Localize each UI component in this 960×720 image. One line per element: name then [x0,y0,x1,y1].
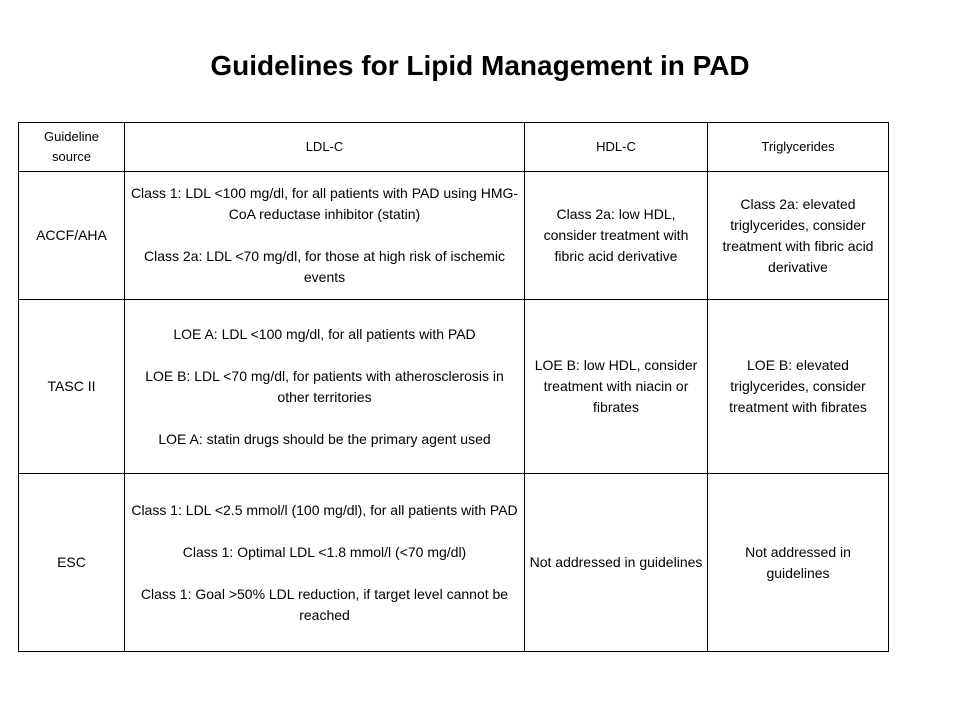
hdl-cell: Class 2a: low HDL, consider treatment with fibric acid derivative [525,172,708,300]
table-row [19,474,889,652]
ldl-recommendation: LOE A: LDL <100 mg/dl, for all patients with PAD [173,325,476,342]
source-cell: ESC [19,474,125,652]
ldl-cell [125,300,525,474]
header-hdl-c: HDL-C [525,123,708,172]
table-row [19,300,889,474]
ldl-recommendation: Class 2a: LDL <70 mg/dl, for those at high risk of ischemic events [144,248,505,285]
header-ldl-c: LDL-C [125,123,525,172]
page-title: Guidelines for Lipid Management in PAD [210,50,750,81]
hdl-cell: LOE B: low HDL, consider treatment with niacin or fibrates [525,300,708,474]
table-row [19,172,889,300]
ldl-cell [125,172,525,300]
hdl-cell: Not addressed in guidelines [525,474,708,652]
triglycerides-cell: Class 2a: elevated triglycerides, consider treatment with fibric acid derivative [708,172,889,300]
ldl-recommendation: Class 1: LDL <100 mg/dl, for all patients with PAD using HMG-CoA reductase inhibitor (statin) [130,185,519,222]
ldl-recommendation: Class 1: LDL <2.5 mmol/l (100 mg/dl), for all patients with PAD [131,501,518,518]
header-triglycerides: Triglycerides [708,123,889,172]
triglycerides-cell: Not addressed in guidelines [708,474,889,652]
triglycerides-cell: LOE B: elevated triglycerides, consider treatment with fibrates [708,300,889,474]
guidelines-table [18,122,889,652]
ldl-recommendation: LOE A: statin drugs should be the primary agent used [158,430,491,447]
table-header-row [19,123,889,172]
source-cell: ACCF/AHA [19,172,125,300]
source-cell: TASC II [19,300,125,474]
ldl-cell [125,474,525,652]
ldl-recommendation: Class 1: Goal >50% LDL reduction, if target level cannot be reached [140,585,509,623]
ldl-recommendation: LOE B: LDL <70 mg/dl, for patients with atherosclerosis in other territories [145,367,504,405]
ldl-recommendation: Class 1: Optimal LDL <1.8 mmol/l (<70 mg/dl) [182,543,467,560]
header-guideline-source: Guideline source [19,123,125,172]
